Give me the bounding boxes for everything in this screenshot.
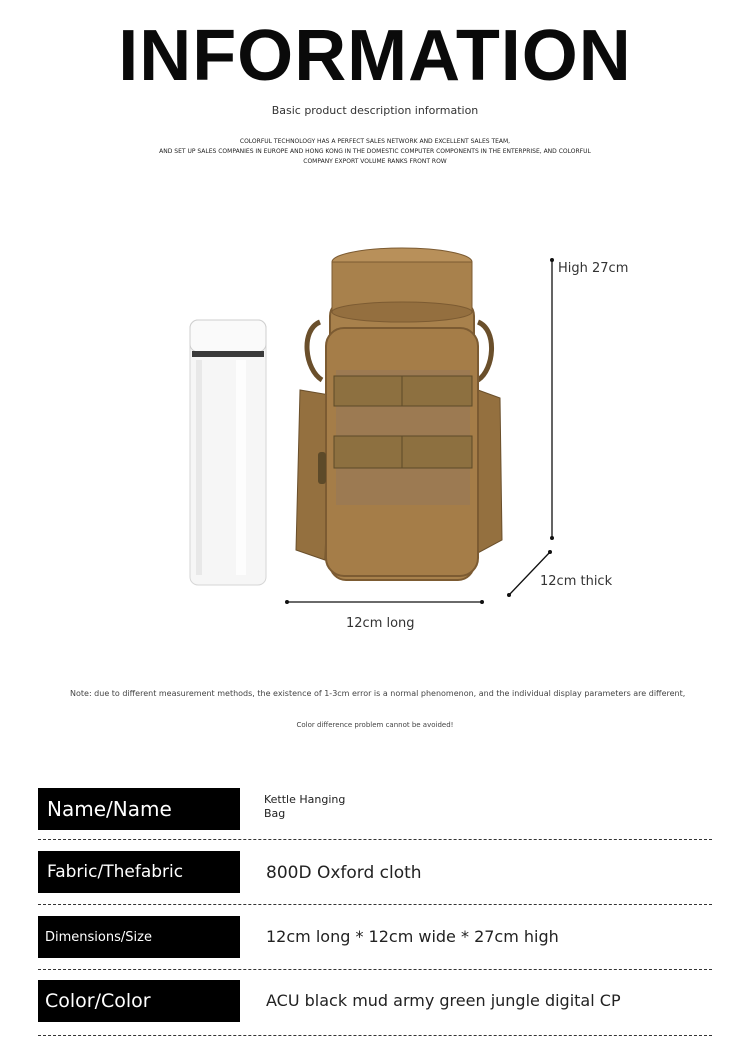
- height-label: High 27cm: [558, 261, 629, 276]
- spec-value: 12cm long * 12cm wide * 27cm high: [266, 927, 559, 946]
- spec-value: Kettle Hanging Bag: [264, 793, 346, 820]
- product-figure: [0, 230, 750, 650]
- thermos-bottle-image: [190, 320, 266, 585]
- spec-label: Fabric/Thefabric: [38, 851, 240, 893]
- measurement-note: Note: due to different measurement methods, the existence of 1-3cm error is a normal phenomenon, and the individual display parameters are different,: [70, 689, 686, 698]
- spec-label: Dimensions/Size: [38, 916, 240, 958]
- page-subtitle: Basic product description information: [271, 104, 479, 117]
- thickness-label: 12cm thick: [540, 574, 613, 589]
- blurb-line: COLORFUL TECHNOLOGY HAS A PERFECT SALES NETWORK AND EXCELLENT SALES TEAM,: [239, 138, 511, 145]
- page-title: INFORMATION: [118, 16, 632, 96]
- color-note: Color difference problem cannot be avoided!: [296, 721, 454, 729]
- row-divider: [38, 1035, 712, 1036]
- spec-label: Color/Color: [38, 980, 240, 1022]
- kettle-bag-image: [296, 248, 502, 580]
- blurb-line: COMPANY EXPORT VOLUME RANKS FRONT ROW: [303, 158, 447, 165]
- spec-value: ACU black mud army green jungle digital CP: [266, 991, 621, 1010]
- row-divider: [38, 904, 712, 905]
- row-divider: [38, 839, 712, 840]
- spec-value: 800D Oxford cloth: [266, 863, 422, 883]
- length-label: 12cm long: [346, 616, 415, 631]
- blurb-line: AND SET UP SALES COMPANIES IN EUROPE AND HONG KONG IN THE DOMESTIC COMPUTER COMPONENTS IN THE ENTERPRISE, AND COLORFUL: [159, 148, 591, 155]
- company-blurb: [120, 137, 630, 167]
- row-divider: [38, 969, 712, 970]
- product-illustration: [0, 230, 750, 650]
- spec-label: Name/Name: [38, 788, 240, 830]
